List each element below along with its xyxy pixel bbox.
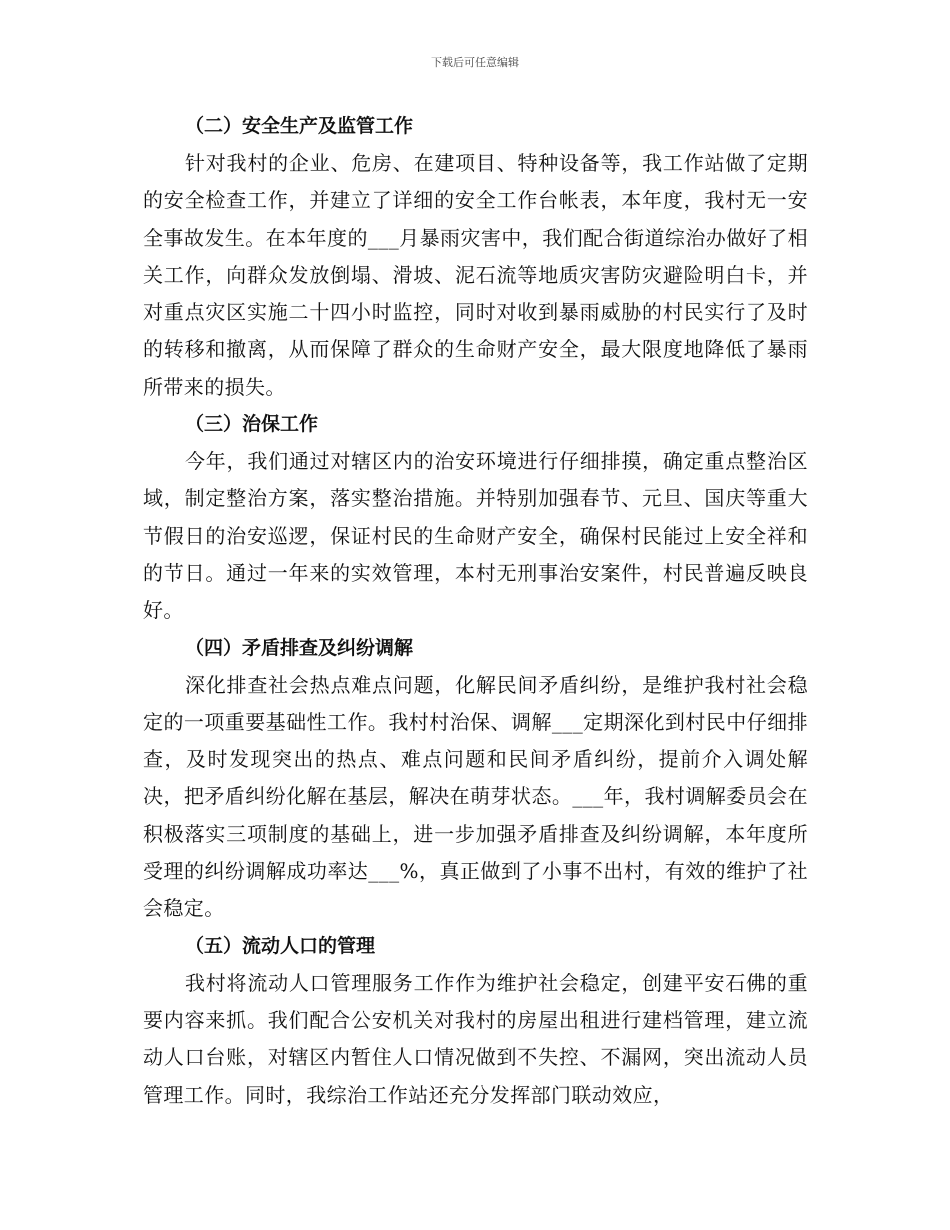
- section-body-safety: 针对我村的企业、危房、在建项目、特种设备等，我工作站做了定期的安全检查工作，并建立了详细的安全工作台帐表，本年度，我村无一安全事故发生。在本年度的___月暴雨灾害中，我们配合街道综治办做好了相关工作，向群众发放倒塌、滑坡、泥石流等地质灾害防灾避险明白卡，并对重点灾区实施二十四小时监控，同时对收到暴雨威胁的村民实行了及时的转移和撤离，从而保障了群众的生命财产安全，最大限度地降低了暴雨所带来的损失。: [143, 151, 808, 399]
- section-heading-safety: （二）安全生产及监管工作: [185, 115, 414, 137]
- section-body-security: 今年，我们通过对辖区内的治安环境进行仔细排摸，确定重点整治区域，制定整治方案，落实整治措施。并特别加强春节、元旦、国庆等重大节假日的治安巡逻，保证村民的生命财产安全，确保村民能过上安全祥和的节日。通过一年来的实效管理，本村无刑事治安案件，村民普遍反映良好。: [143, 449, 808, 623]
- document-body: [143, 108, 808, 1114]
- page-header: 下载后可任意编辑: [431, 56, 519, 69]
- section-body-migrants: 我村将流动人口管理服务工作作为维护社会稳定，创建平安石佛的重要内容来抓。我们配合公安机关对我村的房屋出租进行建档管理，建立流动人口台账，对辖区内暂住人口情况做到不失控、不漏网，突出流动人员管理工作。同时，我综治工作站还充分发挥部门联动效应，: [143, 970, 808, 1107]
- section-heading-migrants: （五）流动人口的管理: [185, 934, 376, 957]
- section-heading-dispute: （四）矛盾排查及纠纷调解: [185, 636, 414, 659]
- section-heading-security: （三）治保工作: [185, 413, 319, 436]
- section-body-dispute: 深化排查社会热点难点问题，化解民间矛盾纠纷，是维护我村社会稳定的一项重要基础性工作。我村村治保、调解___定期深化到村民中仔细排查，及时发现突出的热点、难点问题和民间矛盾纠纷，提前介入调处解决，把矛盾纠纷化解在基层，解决在萌芽状态。___年，我村调解委员会在积极落实三项制度的基础上，进一步加强矛盾排查及纠纷调解，本年度所受理的纠纷调解成功率达___%，真正做到了小事不出村，有效的维护了社会稳定。: [143, 672, 808, 921]
